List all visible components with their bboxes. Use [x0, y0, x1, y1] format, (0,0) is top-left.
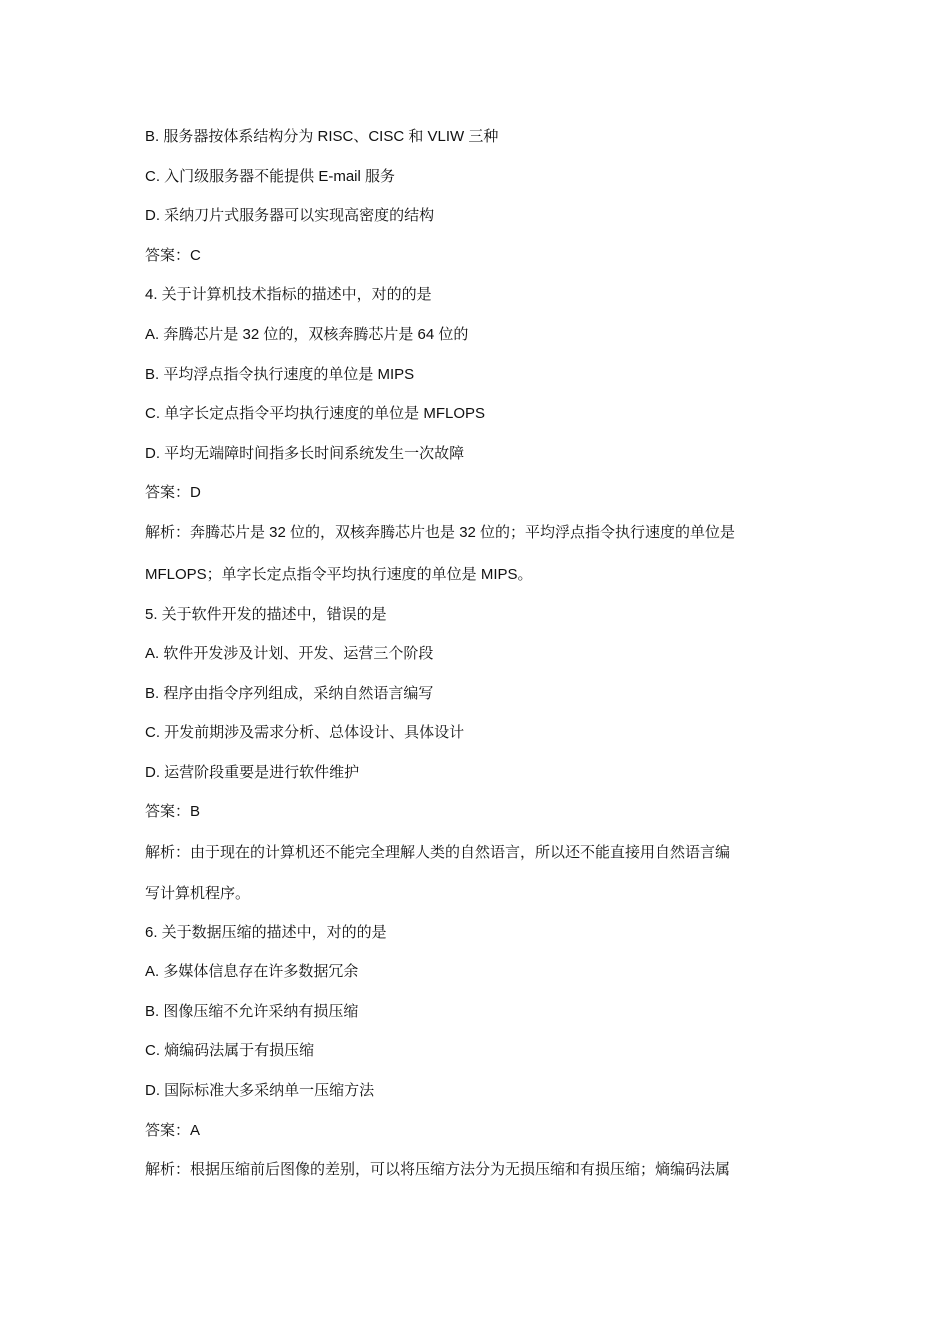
question-line: 4. 关于计算机技术指标的描述中，对的的是: [145, 286, 432, 303]
option-line: A. 软件开发涉及计划、开发、运营三个阶段: [145, 645, 434, 662]
option-line: B. 图像压缩不允许采纳有损压缩: [145, 1003, 359, 1020]
option-line: A. 多媒体信息存在许多数据冗余: [145, 963, 359, 980]
option-line: D. 国际标准大多采纳单一压缩方法: [145, 1082, 375, 1099]
option-line: B. 程序由指令序列组成，采纳自然语言编写: [145, 685, 434, 702]
option-line: D. 运营阶段重要是进行软件维护: [145, 764, 360, 781]
option-line: A. 奔腾芯片是 32 位的，双核奔腾芯片是 64 位的: [145, 326, 469, 343]
question-line: 5. 关于软件开发的描述中，错误的是: [145, 606, 387, 623]
explanation-line: 解析：根据压缩前后图像的差别，可以将压缩方法分为无损压缩和有损压缩；熵编码法属: [145, 1161, 731, 1178]
answer-line: 答案：D: [145, 484, 201, 501]
option-line: C. 开发前期涉及需求分析、总体设计、具体设计: [145, 724, 465, 741]
explanation-line: 解析：奔腾芯片是 32 位的，双核奔腾芯片也是 32 位的；平均浮点指令执行速度的单位是: [145, 524, 736, 541]
question-line: 6. 关于数据压缩的描述中，对的的是: [145, 924, 387, 941]
option-line: B. 服务器按体系结构分为 RISC、CISC 和 VLIW 三种: [145, 128, 499, 145]
explanation-line: MFLOPS；单字长定点指令平均执行速度的单位是 MIPS。: [145, 566, 533, 583]
option-line: C. 熵编码法属于有损压缩: [145, 1042, 315, 1059]
option-line: B. 平均浮点指令执行速度的单位是 MIPS: [145, 366, 415, 383]
explanation-line: 解析：由于现在的计算机还不能完全理解人类的自然语言，所以还不能直接用自然语言编: [145, 844, 731, 861]
answer-line: 答案：B: [145, 803, 201, 820]
explanation-line: 写计算机程序。: [145, 885, 251, 902]
option-line: D. 采纳刀片式服务器可以实现高密度的结构: [145, 207, 435, 224]
option-line: D. 平均无端障时间指多长时间系统发生一次故障: [145, 445, 465, 462]
answer-line: 答案：C: [145, 247, 201, 264]
option-line: C. 入门级服务器不能提供 E-mail 服务: [145, 168, 396, 185]
option-line: C. 单字长定点指令平均执行速度的单位是 MFLOPS: [145, 405, 486, 422]
answer-line: 答案：A: [145, 1122, 201, 1139]
